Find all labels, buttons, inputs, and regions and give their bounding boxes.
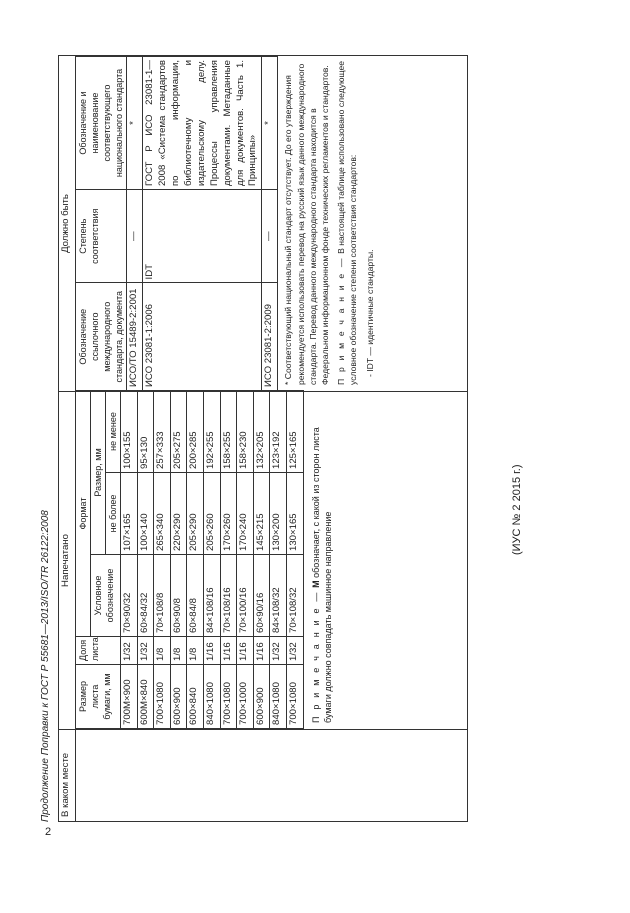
header-where: В каком месте — [59, 730, 76, 822]
col-min: не менее — [106, 390, 121, 472]
printed-format-table — [76, 390, 304, 729]
col-conditional: Условное обозначение — [91, 555, 121, 637]
printed-note: П р и м е ч а н и е — М обозначает, с какой из сторон листа бумаги должно совпадать машинное направление — [310, 427, 334, 723]
table-row: 700М×900 1/32 70×90/32 107×165 100×155 — [121, 390, 138, 728]
printed-cell — [76, 392, 468, 730]
table-row: 600×900 1/16 60×90/16 145×215 132×205 — [253, 390, 270, 728]
table-row: ИСО 23081-2:2009 — * — [262, 57, 278, 391]
col-max: не более — [106, 473, 121, 555]
footer-issue-note: (ИУС № 2 2015 г.) — [511, 464, 523, 555]
running-header: Продолжение Поправки к ГОСТ Р 55681—2013/ISO/TR 26122:2008 — [40, 510, 51, 822]
col-dimensions: Размер, мм — [91, 390, 106, 554]
col-intl-standard: Обозначение ссылочного международного стандарта, документа — [76, 283, 127, 391]
table-row: ИСО 23081-1:2006 IDT ГОСТ Р ИСО 23081-1—2008 «Система стандартов по информации, библиотечному и издательскому делу. Процессы управления документами. Метаданные для документов. Часть 1. Принципы» — [142, 57, 261, 391]
reference-table — [76, 56, 278, 391]
table-row: 600×900 1/8 60×90/8 220×290 205×275 — [170, 390, 187, 728]
table-row: 700×1080 1/32 70×108/32 130×165 125×165 — [286, 390, 303, 728]
col-degree: Степень соответствия — [76, 190, 127, 283]
table-row: 700×1080 1/8 70×108/8 265×340 257×333 — [154, 390, 171, 728]
col-format: Формат — [76, 390, 91, 636]
table-row: 700×1080 1/16 70×108/16 170×260 158×255 — [220, 390, 237, 728]
header-should-be: Должно быть — [59, 56, 76, 392]
where-cell — [76, 730, 468, 822]
footnote: * Соответствующий национальный стандарт отсутствует. До его утверждения рекомендуется использовать перевод на русский язык данного международного стандарта. Перевод данного международного стандарта находится в Федеральном информационном фонде технических регламентов и стандартов. — [283, 63, 330, 385]
col-paper-size: Размер листа бумаги, мм — [76, 665, 121, 729]
table-row: 600×840 1/8 60×84/8 205×290 200×285 — [187, 390, 204, 728]
note-item: - IDT — идентичные стандарты. — [364, 249, 375, 377]
should-be-note: П р и м е ч а н и е — В настоящей таблице использовано следующее условное обозначение степени соответствия стандартов: — [336, 60, 359, 385]
rotated-page-content — [40, 56, 468, 822]
page-number: 2 — [45, 826, 52, 838]
table-row: 600М×840 1/32 60×84/32 100×140 95×130 — [137, 390, 154, 728]
table-row: ИСО/ТО 15489-2:2001 — * — [127, 57, 143, 391]
table-row: 840×1080 1/32 84×108/32 130×200 123×192 — [270, 390, 287, 728]
correction-table — [58, 55, 468, 822]
should-be-cell — [76, 56, 468, 392]
table-row: 700×1000 1/16 70×100/16 170×240 158×230 — [237, 390, 254, 728]
col-national-standard: Обозначение и наименование соответствующего национального стандарта — [76, 57, 127, 190]
header-printed: Напечатано — [59, 392, 76, 730]
col-sheet-share: Доля листа — [76, 637, 121, 665]
table-row: 840×1080 1/16 84×108/16 205×260 192×255 — [203, 390, 220, 728]
